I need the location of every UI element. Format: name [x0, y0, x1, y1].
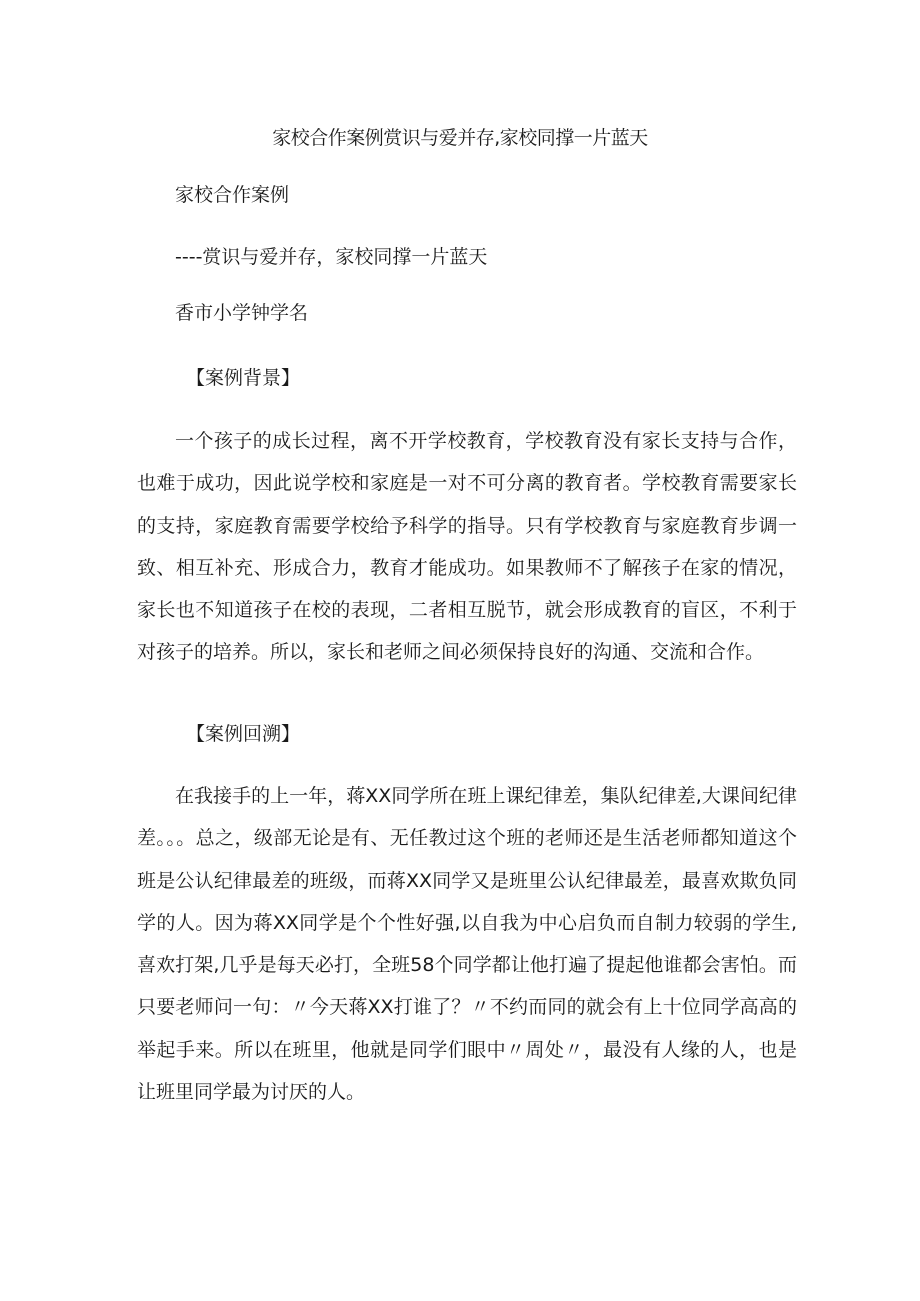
document-tagline: ----赏识与爱并存，家校同撑一片蓝天	[175, 246, 488, 268]
section-heading-background: 【案例背景】	[186, 367, 301, 389]
section-paragraph-review: 在我接手的上一年，蒋XX同学所在班上课纪律差，集队纪律差,大课间纪律差。。。总之，级部无论是有、无任教过这个班的老师还是生活老师都知道这个班是公认纪律最差的班级，而蒋XX同学又是班里公认纪律最差，最喜欢欺负同学的人。因为蒋XX同学是个个性好强,以自我为中心启负而自制力较弱的学生,喜欢打架,几乎是每天必打，全班58个同学都让他打遍了提起他谁都会害怕。而只要老师问一句：〃今天蒋XX打谁了？〃不约而同的就会有上十位同学高高的举起手来。所以在班里，他就是同学们眼中〃周处〃，最没有人缘的人，也是让班里同学最为讨厌的人。	[137, 785, 797, 1104]
section-paragraph-background: 一个孩子的成长过程，离不开学校教育，学校教育没有家长支持与合作，也难于成功，因此说学校和家庭是一对不可分离的教育者。学校教育需要家长的支持，家庭教育需要学校给予科学的指导。只有学校教育与家庭教育步调一致、相互补充、形成合力，教育才能成功。如果教师不了解孩子在家的情况，家长也不知道孩子在校的表现，二者相互脱节，就会形成教育的盲区，不利于对孩子的培养。所以，家长和老师之间必须保持良好的沟通、交流和合作。	[137, 430, 797, 664]
section-heading-review: 【案例回溯】	[186, 723, 301, 745]
document-author: 香市小学钟学名	[175, 302, 309, 324]
document-title: 家校合作案例赏识与爱并存,家校同撑一片蓝天	[272, 127, 648, 149]
document-subtitle: 家校合作案例	[175, 184, 290, 206]
